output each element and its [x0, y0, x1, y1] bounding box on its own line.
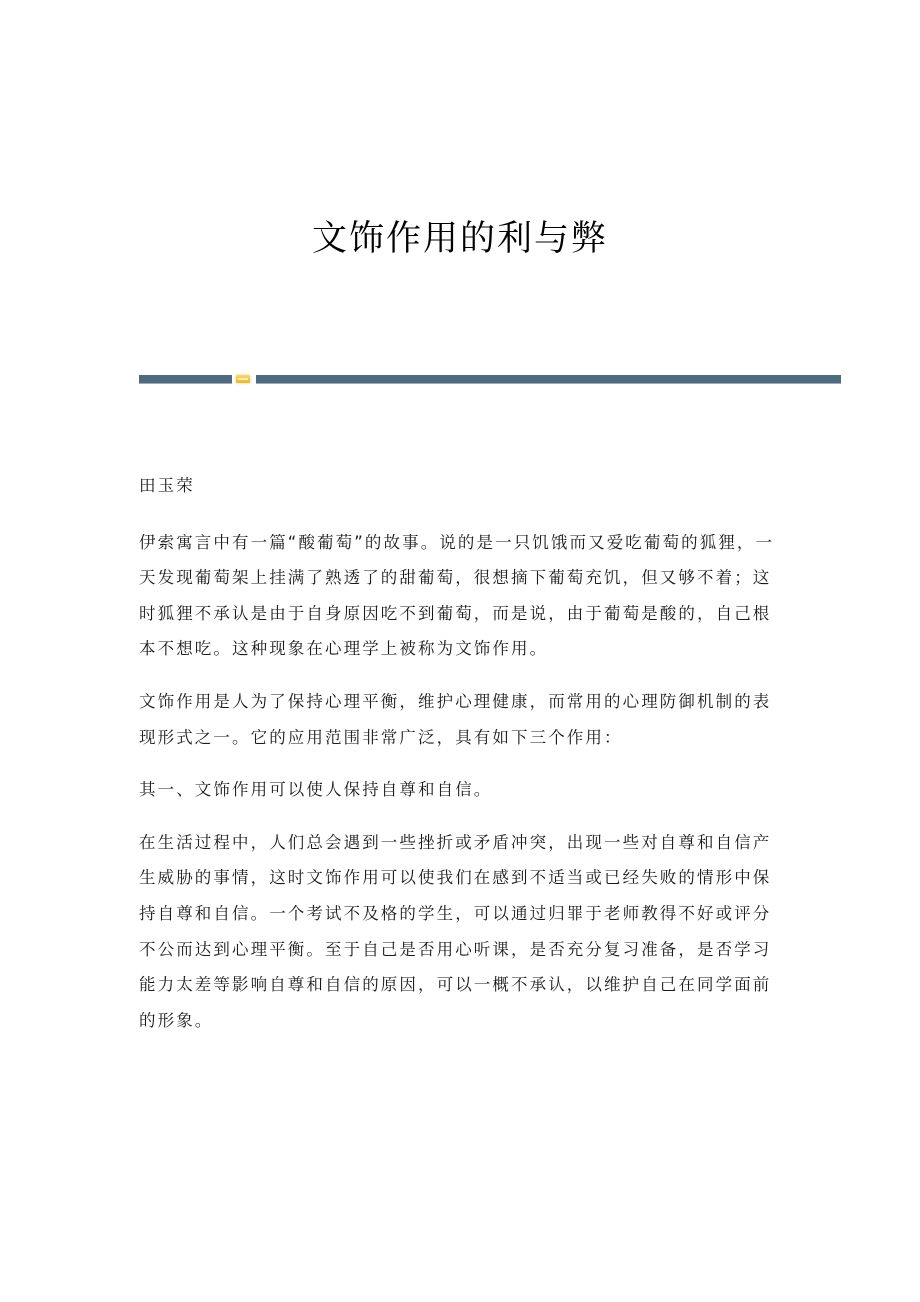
paragraph-2: 文饰作用是人为了保持心理平衡，维护心理健康，而常用的心理防御机制的表现形式之一。它的应用范围非常广泛，具有如下三个作用： [139, 691, 772, 747]
divider-bar-left [139, 375, 232, 384]
paragraph-1: 伊索寓言中有一篇“酸葡萄”的故事。说的是一只饥饿而又爱吃葡萄的狐狸，一天发现葡萄架上挂满了熟透了的甜葡萄，很想摘下葡萄充饥，但又够不着；这时狐狸不承认是由于自身原因吃不到葡萄，而是说，由于葡萄是酸的，自己根本不想吃。这种现象在心理学上被称为文饰作用。 [139, 532, 775, 659]
paragraph-4: 在生活过程中，人们总会遇到一些挫折或矛盾冲突，出现一些对自尊和自信产生威胁的事情，这时文饰作用可以使我们在感到不适当或已经失败的情形中保持自尊和自信。一个考试不及格的学生，可以通过归罪于老师教得不好或评分不公而达到心理平衡。至于自己是否用心听课，是否充分复习准备，是否学习能力太差等影响自尊和自信的原因，可以一概不承认，以维护自己在同学面前的形象。 [139, 832, 772, 1030]
document-title: 文饰作用的利与弊 [311, 219, 608, 259]
author-name: 田玉荣 [139, 476, 195, 495]
ornament-icon [236, 375, 250, 383]
paragraph-3: 其一、文饰作用可以使人保持自尊和自信。 [139, 780, 493, 800]
document-body [139, 468, 779, 1055]
divider-bar-right [256, 375, 841, 384]
title-divider [139, 375, 841, 384]
